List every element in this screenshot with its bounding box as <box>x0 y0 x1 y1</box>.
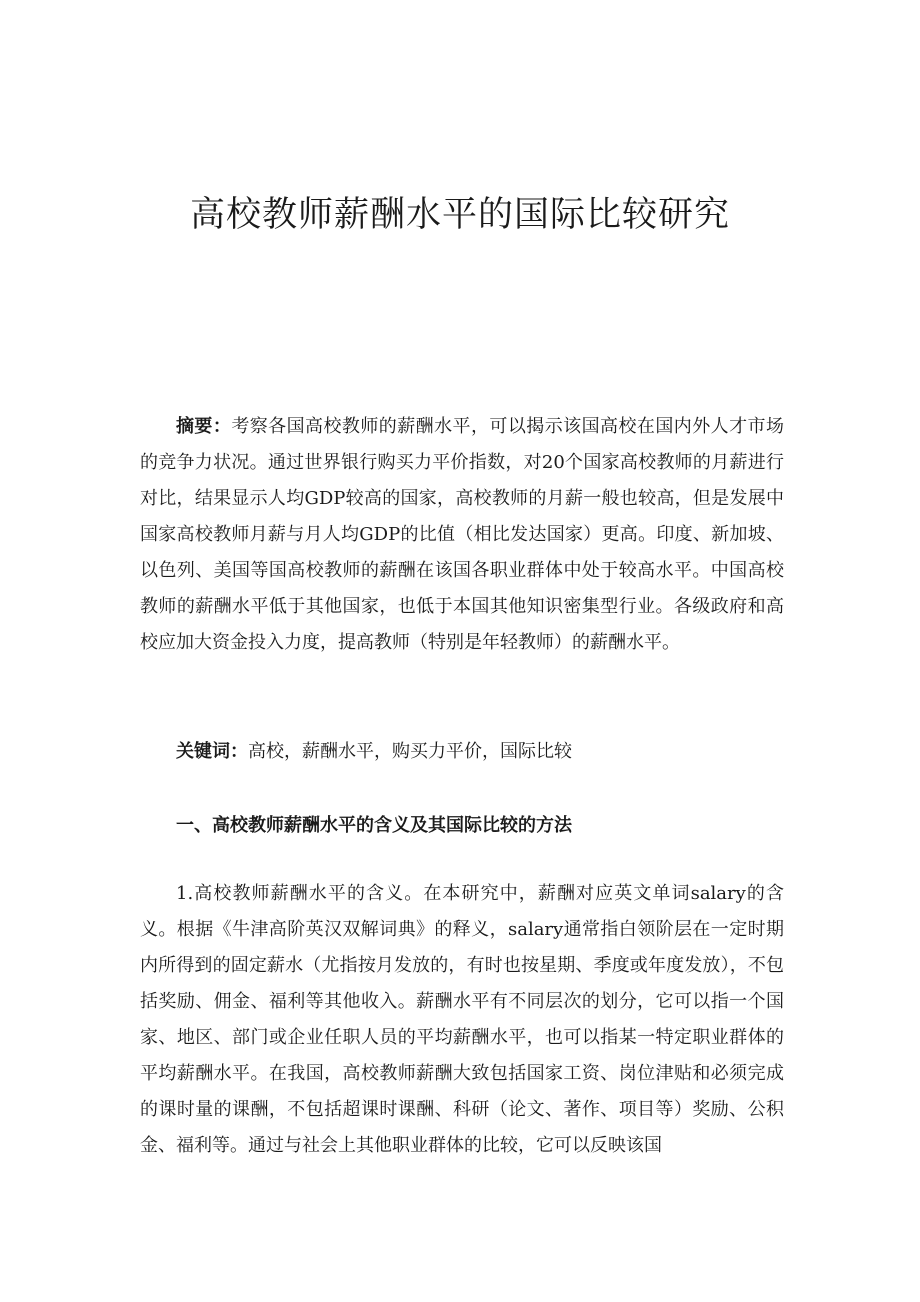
keywords-text: 高校，薪酬水平，购买力平价，国际比较 <box>248 741 572 762</box>
document-title: 高校教师薪酬水平的国际比较研究 <box>189 195 730 235</box>
abstract-label: 摘要： <box>176 416 232 437</box>
section-1-heading: 一、高校教师薪酬水平的含义及其国际比较的方法 <box>176 815 572 836</box>
abstract-paragraph <box>140 409 784 661</box>
section-1-paragraph-1: 1.高校教师薪酬水平的含义。在本研究中，薪酬对应英文单词salary的含义。根据《牛津高阶英汉双解词典》的释义，salary通常指白领阶层在一定时期内所得到的固定薪水（尤指按月发放的，有时也按星期、季度或年度发放），不包括奖励、佣金、福利等其他收入。薪酬水平有不同层次的划分，它可以指一个国家、地区、部门或企业任职人员的平均薪酬水平，也可以指某一特定职业群体的平均薪酬水平。在我国，高校教师薪酬大致包括国家工资、岗位津贴和必须完成的课时量的课酬，不包括超课时课酬、科研（论文、著作、项目等）奖励、公积金、福利等。通过与社会上其他职业群体的比较，它可以反映该国 <box>140 883 784 1156</box>
section-1-heading-block <box>140 808 784 844</box>
abstract-text: 考察各国高校教师的薪酬水平，可以揭示该国高校在国内外人才市场的竞争力状况。通过世界银行购买力平价指数，对20个国家高校教师的月薪进行对比，结果显示人均GDP较高的国家，高校教师的月薪一般也较高，但是发展中国家高校教师月薪与月人均GDP的比值（相比发达国家）更高。印度、新加坡、以色列、美国等国高校教师的薪酬在该国各职业群体中处于较高水平。中国高校教师的薪酬水平低于其他国家，也低于本国其他知识密集型行业。各级政府和高校应加大资金投入力度，提高教师（特别是年轻教师）的薪酬水平。 <box>140 416 784 653</box>
section-1-body <box>140 876 784 1164</box>
abstract-section <box>140 409 784 661</box>
keywords-paragraph <box>140 734 784 770</box>
keywords-section <box>140 734 784 770</box>
keywords-label: 关键词： <box>176 741 248 762</box>
